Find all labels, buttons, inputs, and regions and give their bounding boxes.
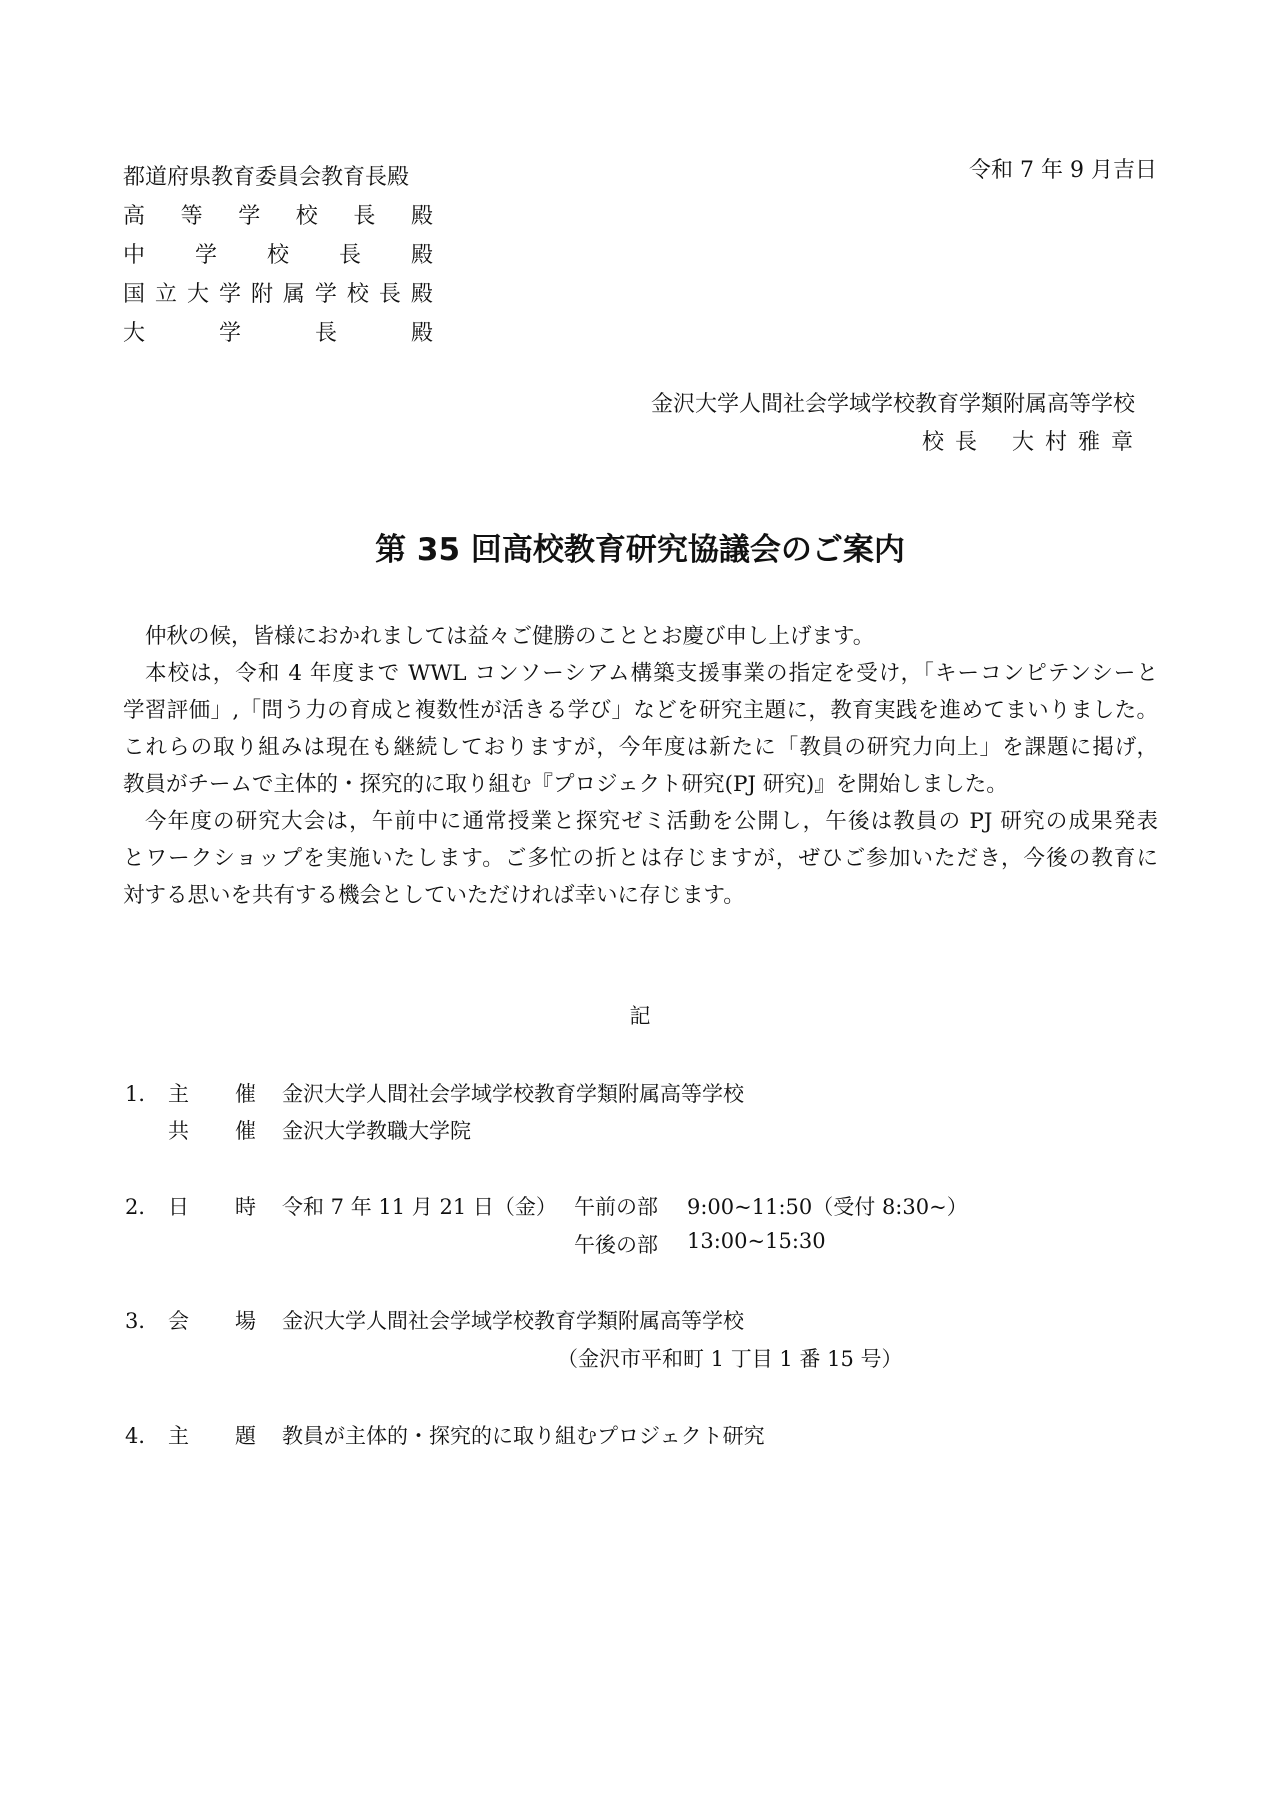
- item-2-pm-label: 午後の部: [574, 1233, 658, 1257]
- recipient-line-5: 大 学 長 殿: [123, 321, 433, 346]
- body-text: [123, 618, 1158, 914]
- paragraph-2-line-2: 学習評価」,「問う力の育成と複数性が活きる学び」などを研究主題に，教育実践を進めてまいりました。: [123, 698, 1158, 723]
- issue-date: 令和 7 年 9 月吉日: [969, 158, 1157, 183]
- sender-school: 金沢大学人間社会学域学校教育学類附属高等学校: [650, 392, 1135, 417]
- item-3-label: 会 場: [168, 1309, 256, 1333]
- recipient-line-2: 高 等 学 校 長 殿: [123, 204, 433, 229]
- item-2-date: 令和 7 年 11 月 21 日（金）: [282, 1195, 557, 1219]
- item-2-label: 日 時: [168, 1195, 256, 1219]
- item-1-cohost-value: 金沢大学教職大学院: [282, 1119, 471, 1143]
- paragraph-2-line-1: 本校は，令和 4 年度まで WWL コンソーシアム構築支援事業の指定を受け，「キーコンピテンシーと: [145, 661, 1158, 686]
- paragraph-2-line-3: これらの取り組みは現在も継続しておりますが，今年度は新たに「教員の研究力向上」を課題に掲げ，: [123, 735, 1158, 760]
- paragraph-3-line-1: 今年度の研究大会は，午前中に通常授業と探究ゼミ活動を公開し，午後は教員の PJ 研究の成果発表: [145, 809, 1158, 834]
- recipient-line-1: 都道府県教育委員会教育長殿: [123, 165, 410, 190]
- sender-principal: 校 長 大 村 雅 章: [922, 430, 1135, 455]
- item-1-number: 1．: [125, 1082, 160, 1106]
- paragraph-3-line-3: 対する思いを共有する機会としていただければ幸いに存じます。: [123, 883, 745, 908]
- item-2-number: 2．: [125, 1195, 160, 1219]
- document-title: 第 35 回高校教育研究協議会のご案内: [375, 532, 905, 568]
- paragraph-3-line-2: とワークショップを実施いたします。ご多忙の折とは存じますが，ぜひご参加いただき，今後の教育に: [123, 846, 1158, 871]
- item-4-number: 4．: [125, 1424, 160, 1448]
- item-2-am-time: 9:00~11:50（受付 8:30~）: [687, 1195, 968, 1219]
- item-1-cohost-label: 共 催: [168, 1119, 256, 1143]
- item-2-pm-time: 13:00~15:30: [687, 1229, 826, 1253]
- paragraph-2-line-4: 教員がチームで主体的・探究的に取り組む『プロジェクト研究(PJ 研究)』を開始しました。: [123, 772, 1008, 797]
- item-4-value: 教員が主体的・探究的に取り組むプロジェクト研究: [282, 1424, 765, 1448]
- item-2-am-label: 午前の部: [574, 1195, 658, 1219]
- recipient-line-4: 国 立 大 学 附 属 学 校 長 殿: [123, 282, 433, 307]
- ki-heading: 記: [629, 1004, 651, 1028]
- greeting-line: 仲秋の候，皆様におかれましては益々ご健勝のこととお慶び申し上げます。: [145, 624, 875, 649]
- recipient-line-3: 中 学 校 長 殿: [123, 243, 433, 268]
- item-3-address: （金沢市平和町 1 丁目 1 番 15 号）: [557, 1347, 903, 1371]
- item-1-label: 主 催: [168, 1082, 256, 1106]
- item-3-number: 3．: [125, 1309, 160, 1333]
- item-4-label: 主 題: [168, 1424, 256, 1448]
- item-3-value: 金沢大学人間社会学域学校教育学類附属高等学校: [282, 1309, 744, 1333]
- item-1-value: 金沢大学人間社会学域学校教育学類附属高等学校: [282, 1082, 744, 1106]
